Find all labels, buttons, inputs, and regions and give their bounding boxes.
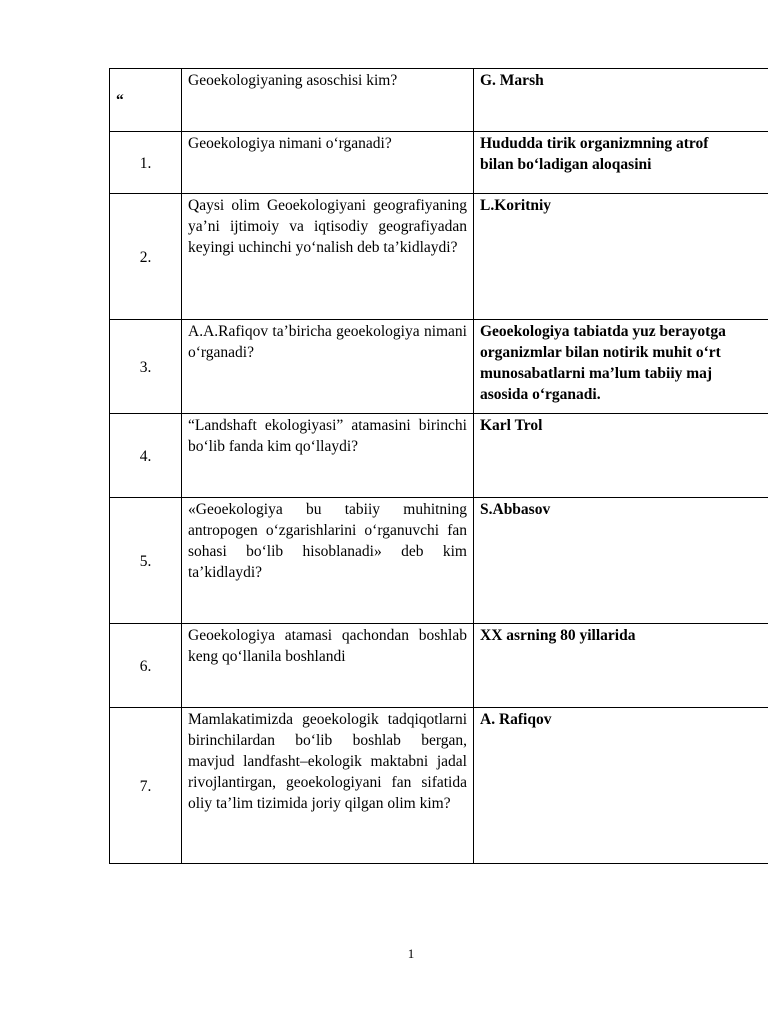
table-row <box>110 708 768 864</box>
answer-line: Hududda tirik organizmning atrof <box>480 135 709 152</box>
answer-line: XX asrning 80 yillarida <box>480 627 636 644</box>
row-number: 1. <box>110 132 182 194</box>
table-row <box>110 194 768 320</box>
table-row <box>110 132 768 194</box>
answer-line: S.Abbasov <box>480 501 551 518</box>
answer-line: bilan bo‘ladigan aloqasini <box>480 156 652 173</box>
question-cell: Qaysi olim Geoekologiyani geografiyaning ya’ni ijtimoiy va iqtisodiy geografiyadan keyingi uchinchi yo‘nalish deb ta’kidlaydi? <box>182 194 474 320</box>
qa-table <box>109 68 768 864</box>
table-row <box>110 69 768 132</box>
answer-cell <box>474 132 768 194</box>
row-number: 6. <box>110 624 182 708</box>
answer-line: Karl Trol <box>480 417 543 434</box>
question-cell: Mamlakatimizda geoekologik tadqiqotlarni birinchilardan bo‘lib boshlab bergan, mavjud landfasht–ekologik maktabni jadal rivojlantirgan, geoekologiyani fan sifatida oliy ta’lim tizimida joriy qilgan olim kim? <box>182 708 474 864</box>
page-number: 1 <box>407 946 415 961</box>
row-number: 5. <box>110 498 182 624</box>
question-cell: Geoekologiya nimani o‘rganadi? <box>182 132 474 194</box>
answer-line: munosabatlarni ma’lum tabiiy maj <box>480 365 713 382</box>
question-cell: «Geoekologiya bu tabiiy muhitning antropogen o‘zgarishlarini o‘rganuvchi fan sohasi bo‘lib hisoblanadi» deb kim ta’kidlaydi? <box>182 498 474 624</box>
question-cell: “Landshaft ekologiyasi” atamasini birinchi bo‘lib fanda kim qo‘llaydi? <box>182 414 474 498</box>
answer-cell <box>474 194 768 320</box>
answer-cell <box>474 498 768 624</box>
answer-line: A. Rafiqov <box>480 711 552 728</box>
row-number: 4. <box>110 414 182 498</box>
table-row <box>110 498 768 624</box>
row-number: 3. <box>110 320 182 414</box>
answer-cell <box>474 624 768 708</box>
answer-cell <box>474 69 768 132</box>
table-row <box>110 414 768 498</box>
question-cell: Geoekologiya atamasi qachondan boshlab keng qo‘llanila boshlandi <box>182 624 474 708</box>
answer-line: Geoekologiya tabiatda yuz berayotga <box>480 323 726 340</box>
row-number: 7. <box>110 708 182 864</box>
answer-line: organizmlar bilan notirik muhit o‘rt <box>480 344 721 361</box>
question-cell: Geoekologiyaning asoschisi kim? <box>182 69 474 132</box>
answer-cell <box>474 320 768 414</box>
question-cell: A.A.Rafiqov ta’biricha geoekologiya nimani o‘rganadi? <box>182 320 474 414</box>
table-row <box>110 320 768 414</box>
answer-line: asosida o‘rganadi. <box>480 386 601 403</box>
row-number: “ <box>110 69 182 132</box>
table-row <box>110 624 768 708</box>
answer-line: G. Marsh <box>480 72 544 89</box>
row-number: 2. <box>110 194 182 320</box>
answer-cell <box>474 414 768 498</box>
answer-cell <box>474 708 768 864</box>
answer-line: L.Koritniy <box>480 197 552 214</box>
